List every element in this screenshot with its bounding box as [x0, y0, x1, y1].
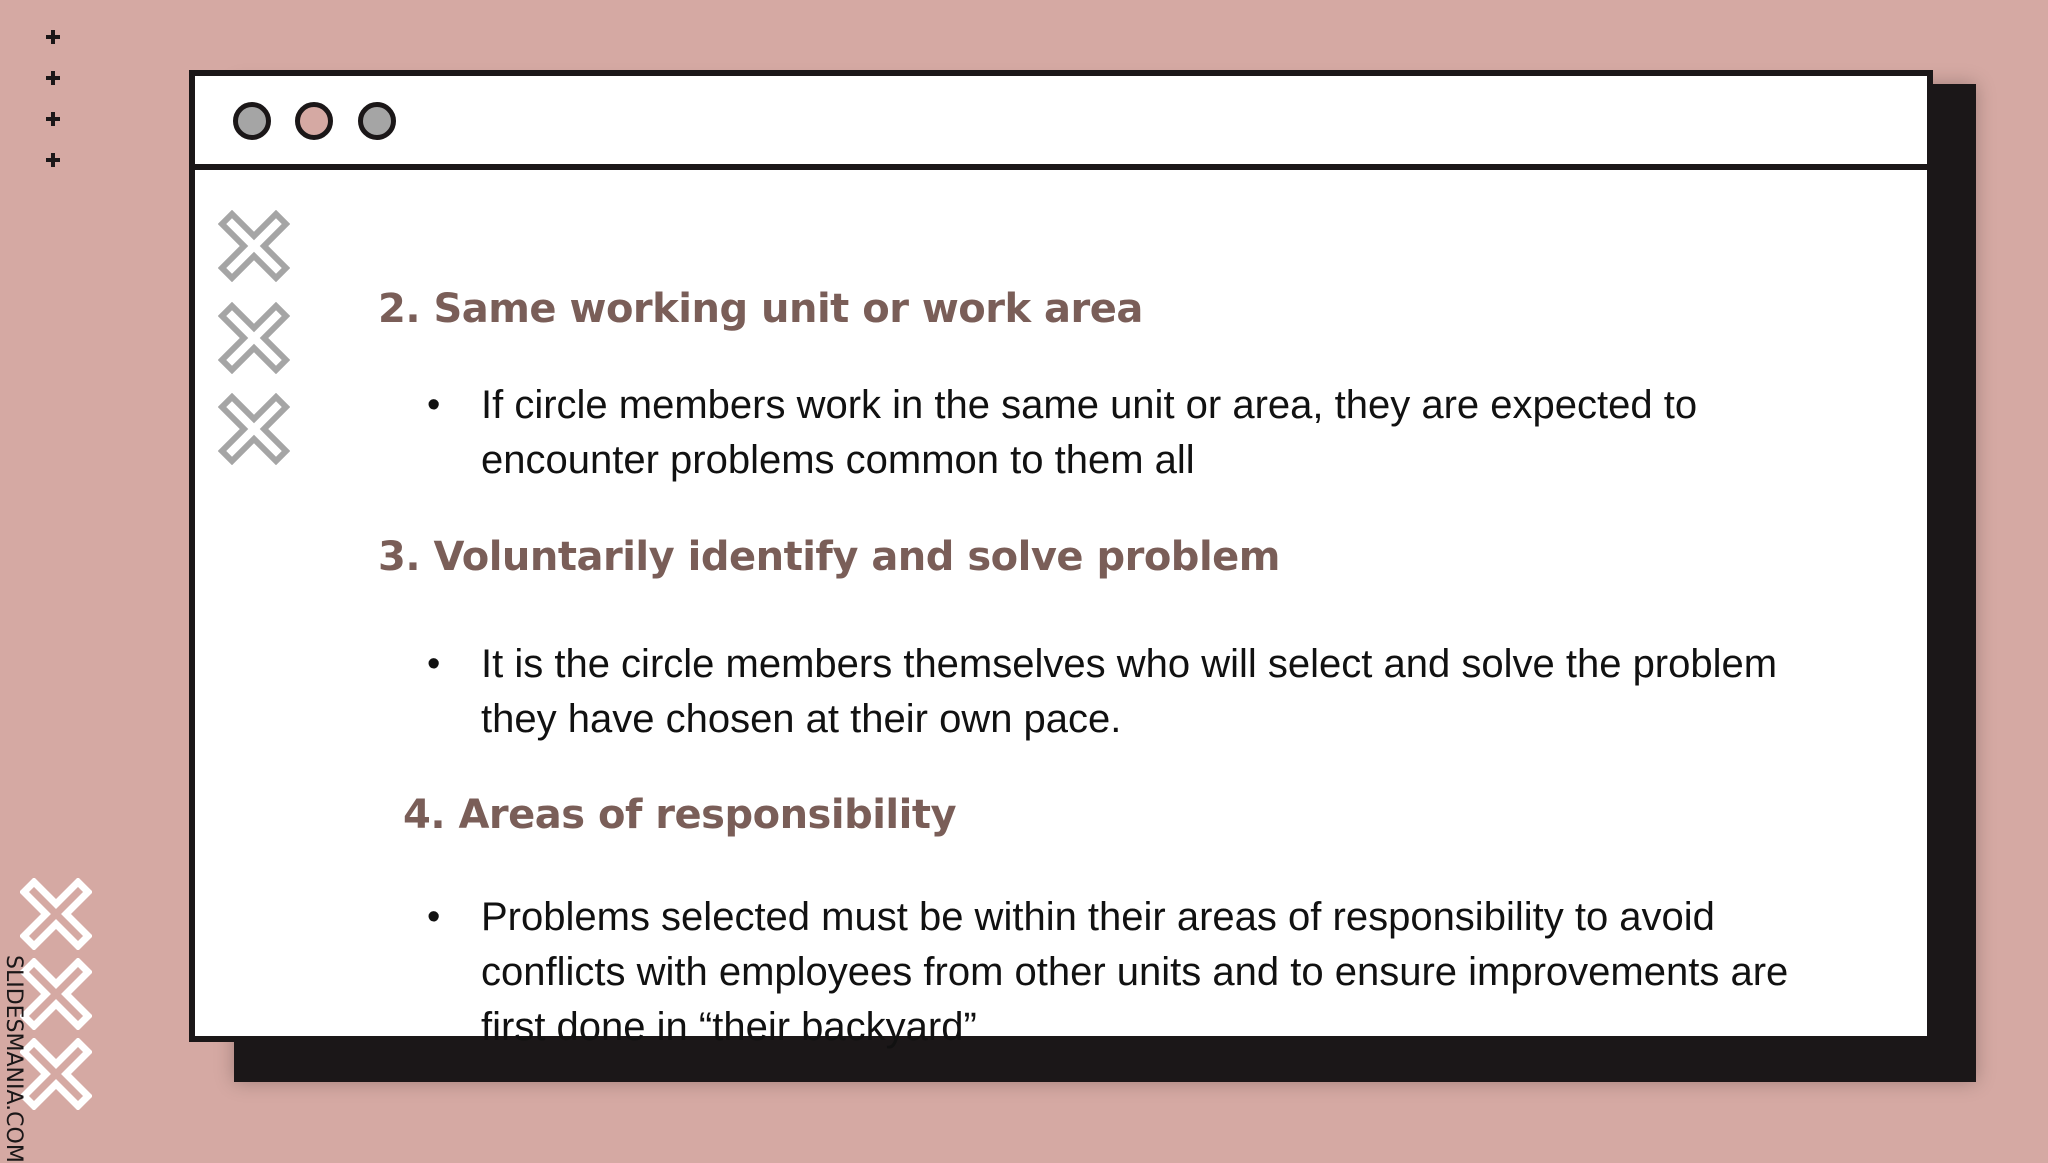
x-outline-icon — [218, 302, 288, 372]
bullet-symbol: • — [427, 643, 441, 685]
plus-icon — [46, 112, 66, 132]
bullet-item — [427, 637, 1847, 747]
section-heading: 3. Voluntarily identify and solve problem — [378, 534, 1280, 580]
bullet-text: Problems selected must be within their areas of responsibility to avoid conflicts with employees from other units and to ensure improvements are first done in “their backyard” — [481, 895, 1789, 1049]
brand-watermark: SLIDESMANIA.COM — [1, 955, 26, 1163]
gray-circle-icon — [233, 102, 271, 140]
x-outline-icon — [20, 878, 90, 948]
bullet-symbol: • — [427, 896, 441, 938]
gray-circle-icon — [358, 102, 396, 140]
x-outline-icon — [218, 210, 288, 280]
section-heading: 4. Areas of responsibility — [403, 792, 957, 838]
section-heading: 2. Same working unit or work area — [378, 286, 1143, 332]
bullet-item — [427, 378, 1847, 488]
x-outline-icon — [20, 958, 90, 1028]
window-titlebar — [195, 76, 1927, 170]
plus-icon — [46, 153, 66, 173]
bullet-text: If circle members work in the same unit or area, they are expected to encounter problems common to them all — [481, 383, 1698, 482]
x-outline-icon — [20, 1038, 90, 1108]
pink-circle-icon — [295, 102, 333, 140]
browser-window — [189, 70, 1933, 1049]
bullet-text: It is the circle members themselves who will select and solve the problem they have chosen at their own pace. — [481, 642, 1778, 741]
plus-icon — [46, 30, 66, 50]
plus-icon — [46, 71, 66, 91]
x-outline-icon — [218, 393, 288, 463]
bullet-item — [427, 890, 1847, 1055]
bullet-symbol: • — [427, 384, 441, 426]
